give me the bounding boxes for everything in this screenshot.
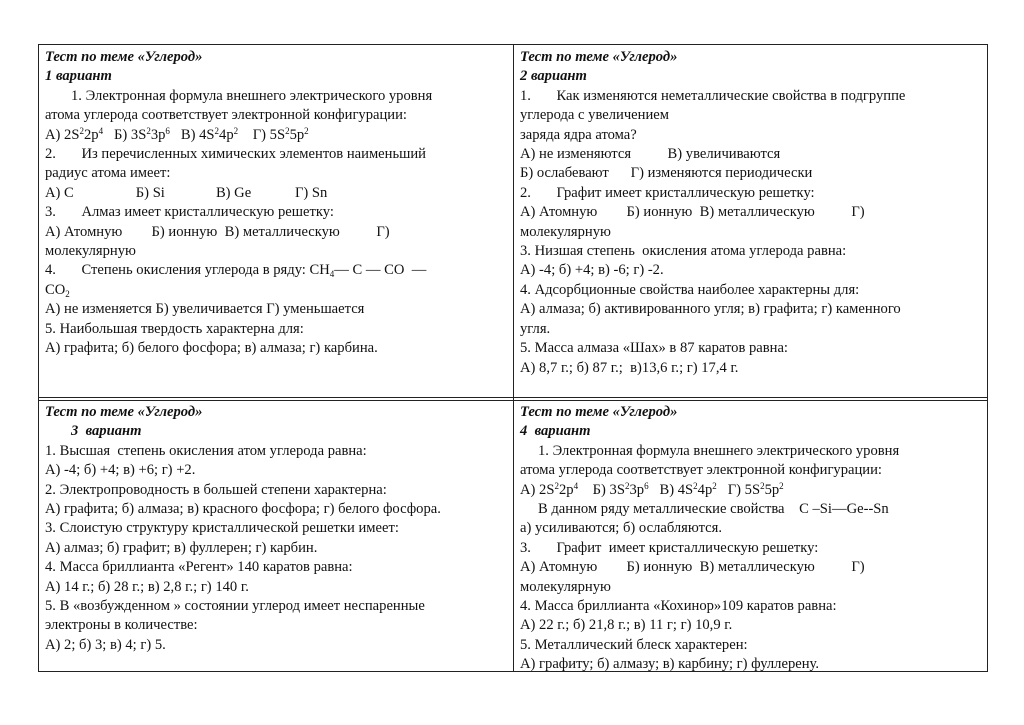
v4-q3-line1: 3. Графит имеет кристаллическую решетку: xyxy=(520,539,819,556)
v2-q4-answers2: угля. xyxy=(520,320,551,337)
v3-q1-line1: 1. Высшая степень окисления атом углерода равна: xyxy=(45,442,367,459)
v1-q5-line1: 5. Наибольшая твердость характерна для: xyxy=(45,320,304,337)
column-divider xyxy=(513,45,514,671)
variant-3-title: Тест по теме «Углерод» xyxy=(45,404,203,420)
v2-q1-answers1: А) не изменяются В) увеличиваются xyxy=(520,146,781,163)
v4-q1-line2: атома углерода соответствует электронной конфигурации: xyxy=(520,462,882,479)
variant-2-cell xyxy=(520,48,982,378)
variant-1-title: Тест по теме «Углерод» xyxy=(45,49,203,65)
v2-q5-line1: 5. Масса алмаза «Шах» в 87 каратов равна: xyxy=(520,340,788,357)
v2-q2-answers: А) Атомную Б) ионную В) металлическую Г) xyxy=(520,204,865,221)
v4-q2-line1: В данном ряду металлические свойства С –Si—Ge--Sn xyxy=(538,501,889,518)
v4-q4-answers: А) 22 г.; б) 21,8 г.; в) 11 г; г) 10,9 г. xyxy=(520,617,733,634)
v1-q4-line1: 4. Степень окисления углерода в ряду: $CH_4—$ C — CO — xyxy=(45,262,427,280)
row-divider xyxy=(39,397,987,401)
v3-q2-line1: 2. Электропроводность в большей степени характерна: xyxy=(45,481,387,498)
v4-q3-answers: А) Атомную Б) ионную В) металлическую Г) xyxy=(520,559,865,576)
v4-q1-line1: 1. Электронная формула внешнего электрического уровня xyxy=(538,442,900,459)
v2-q1-answers2: Б) ослабевают Г) изменяются периодически xyxy=(520,165,813,182)
v3-q3-line1: 3. Слоистую структуру кристаллической решетки имеет: xyxy=(45,520,399,537)
variant-3-cell xyxy=(45,403,507,655)
v4-q1-answers: А) $2S^22p^4$ Б) $3S^23p^6$ В) $4S^24p^2$ Г) $5S^25p^2$ xyxy=(520,480,784,498)
v2-q1-line3: заряда ядра атома? xyxy=(520,126,637,143)
v2-q4-answers1: А) алмаза; б) активированного угля; в) графита; г) каменного xyxy=(520,301,901,318)
v3-q3-answers: А) алмаз; б) графит; в) фуллерен; г) карбин. xyxy=(45,539,318,556)
v2-q2-line1: 2. Графит имеет кристаллическую решетку: xyxy=(520,184,815,201)
variant-1-label: 1 вариант xyxy=(45,68,112,85)
v3-q5-answers: А) 2; б) 3; в) 4; г) 5. xyxy=(45,636,166,653)
v1-q1-answers: А) $2S^22p^4$ Б) $3S^23p^6$ В) $4S^24p^2$ Г) $5S^25p^2$ xyxy=(45,125,309,143)
v3-q1-answers: А) -4; б) +4; в) +6; г) +2. xyxy=(45,462,196,479)
v1-q2-line2: радиус атома имеет: xyxy=(45,165,171,182)
v1-q1-line1: 1. Электронная формула внешнего электрического уровня xyxy=(71,87,433,104)
v4-q5-answers: А) графиту; б) алмазу; в) карбину; г) фуллерену. xyxy=(520,656,820,673)
v1-q3-answers-cont: молекулярную xyxy=(45,243,136,260)
variant-1-cell xyxy=(45,48,507,359)
test-table xyxy=(38,44,988,672)
v4-q4-line1: 4. Масса бриллианта «Кохинор»109 каратов равна: xyxy=(520,598,837,615)
v3-q2-answers: А) графита; б) алмаза; в) красного фосфора; г) белого фосфора. xyxy=(45,501,441,518)
v4-q2-answers: а) усиливаются; б) ослабляются. xyxy=(520,520,722,537)
v3-q4-line1: 4. Масса бриллианта «Регент» 140 каратов равна: xyxy=(45,559,353,576)
variant-4-title: Тест по теме «Углерод» xyxy=(520,404,678,420)
v4-q3-answers-cont: молекулярную xyxy=(520,578,611,595)
v1-q2-line1: 2. Из перечисленных химических элементов наименьший xyxy=(45,146,426,163)
v1-q3-answers: А) Атомную Б) ионную В) металлическую Г) xyxy=(45,223,390,240)
v1-q2-answers: А) С Б) Si В) Ge Г) Sn xyxy=(45,184,328,201)
v2-q3-answers: А) -4; б) +4; в) -6; г) -2. xyxy=(520,262,664,279)
v1-q3-line1: 3. Алмаз имеет кристаллическую решетку: xyxy=(45,204,334,221)
variant-3-label: 3 вариант xyxy=(71,423,142,440)
variant-4-cell xyxy=(520,403,982,675)
v1-q4-answers: А) не изменяется Б) увеличивается Г) уменьшается xyxy=(45,301,365,318)
variant-2-title: Тест по теме «Углерод» xyxy=(520,49,678,65)
v1-q1-line2: атома углерода соответствует электронной конфигурации: xyxy=(45,107,407,124)
v4-q5-line1: 5. Металлический блеск характерен: xyxy=(520,636,748,653)
v2-q5-answers: А) 8,7 г.; б) 87 г.; в)13,6 г.; г) 17,4 г. xyxy=(520,359,739,376)
variant-4-label: 4 вариант xyxy=(520,423,591,440)
v2-q2-answers-cont: молекулярную xyxy=(520,223,611,240)
v3-q5-line1: 5. В «возбужденном » состоянии углерод имеет неспаренные xyxy=(45,598,425,615)
v2-q1-line1: 1. Как изменяются неметаллические свойства в подгруппе xyxy=(520,87,906,104)
v2-q4-line1: 4. Адсорбционные свойства наиболее характерны для: xyxy=(520,281,860,298)
v1-q5-answers: А) графита; б) белого фосфора; в) алмаза; г) карбина. xyxy=(45,340,378,357)
v3-q5-line2: электроны в количестве: xyxy=(45,617,198,634)
v2-q1-line2: углерода с увеличением xyxy=(520,107,669,124)
v3-q4-answers: А) 14 г.; б) 28 г.; в) 2,8 г.; г) 140 г. xyxy=(45,578,249,595)
v2-q3-line1: 3. Низшая степень окисления атома углерода равна: xyxy=(520,243,847,260)
v1-q4-line2: $CO_2$ xyxy=(45,281,70,299)
variant-2-label: 2 вариант xyxy=(520,68,587,85)
